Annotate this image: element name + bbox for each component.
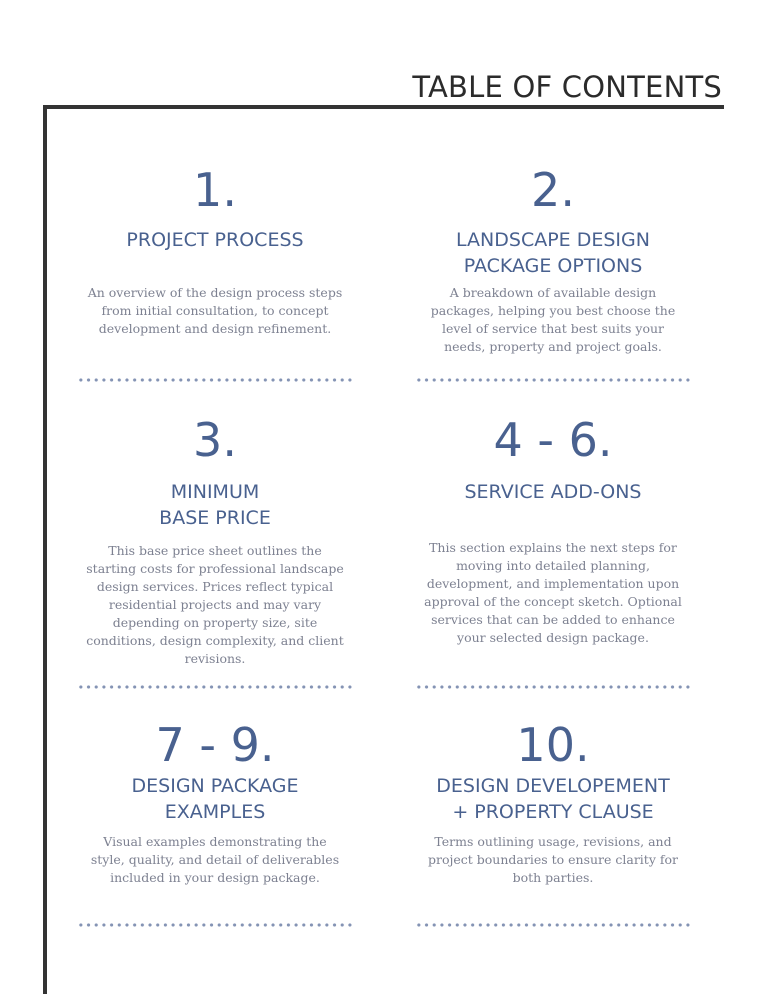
dotted-divider (75, 685, 355, 689)
section-title-line: EXAMPLES (164, 801, 266, 823)
section-title-line: + PROPERTY CLAUSE (452, 801, 654, 823)
page-title: TABLE OF CONTENTS (412, 70, 722, 104)
section-description: Visual examples demonstrating the style, quality, and detail of deliverables included in your design package. (90, 834, 340, 885)
section-title-line: DESIGN PACKAGE (131, 775, 299, 797)
dotted-divider (75, 923, 355, 927)
section-number: 10. (516, 718, 590, 772)
section-number: 3. (193, 413, 237, 467)
dotted-divider (413, 923, 693, 927)
toc-entry-project-process[interactable] (75, 165, 355, 390)
section-title-line: DESIGN DEVELOPEMENT (436, 775, 670, 797)
dotted-divider (413, 685, 693, 689)
toc-entry-package-examples[interactable] (75, 720, 355, 935)
section-description: An overview of the design process steps from initial consultation, to concept development and design refinement. (87, 285, 343, 336)
toc-entry-property-clause[interactable] (413, 720, 693, 935)
section-number: 2. (531, 163, 575, 217)
section-description: This section explains the next steps for moving into detailed planning, development, and implementation upon approval of the concept sketch. Optional services that can be added to enhance your selected design package. (424, 540, 682, 645)
section-title-line: PACKAGE OPTIONS (463, 255, 643, 277)
dotted-divider (413, 378, 693, 382)
section-description: This base price sheet outlines the starting costs for professional landscape design services. Prices reflect typical residential projects and may vary depending on property size, site conditions, design complexity, and client revisions. (86, 543, 344, 666)
toc-entry-base-price[interactable] (75, 415, 355, 695)
section-description: A breakdown of available design packages, helping you best choose the level of service that best suits your needs, property and project goals. (430, 285, 676, 354)
section-description: Terms outlining usage, revisions, and project boundaries to ensure clarity for both parties. (427, 834, 678, 885)
toc-entry-package-options[interactable] (413, 165, 693, 390)
section-number: 7 - 9. (155, 718, 275, 772)
dotted-divider (75, 378, 355, 382)
section-title-line: SERVICE ADD-ONS (464, 481, 642, 503)
section-title-line: LANDSCAPE DESIGN (456, 229, 650, 251)
frame-top-border (43, 105, 724, 109)
section-title-line: MINIMUM (170, 481, 260, 503)
toc-entry-service-add-ons[interactable] (413, 415, 693, 695)
section-number: 1. (193, 163, 237, 217)
section-number: 4 - 6. (493, 413, 613, 467)
section-title-line: BASE PRICE (159, 507, 271, 529)
section-title-line: PROJECT PROCESS (126, 229, 304, 251)
frame-left-border (43, 105, 47, 994)
